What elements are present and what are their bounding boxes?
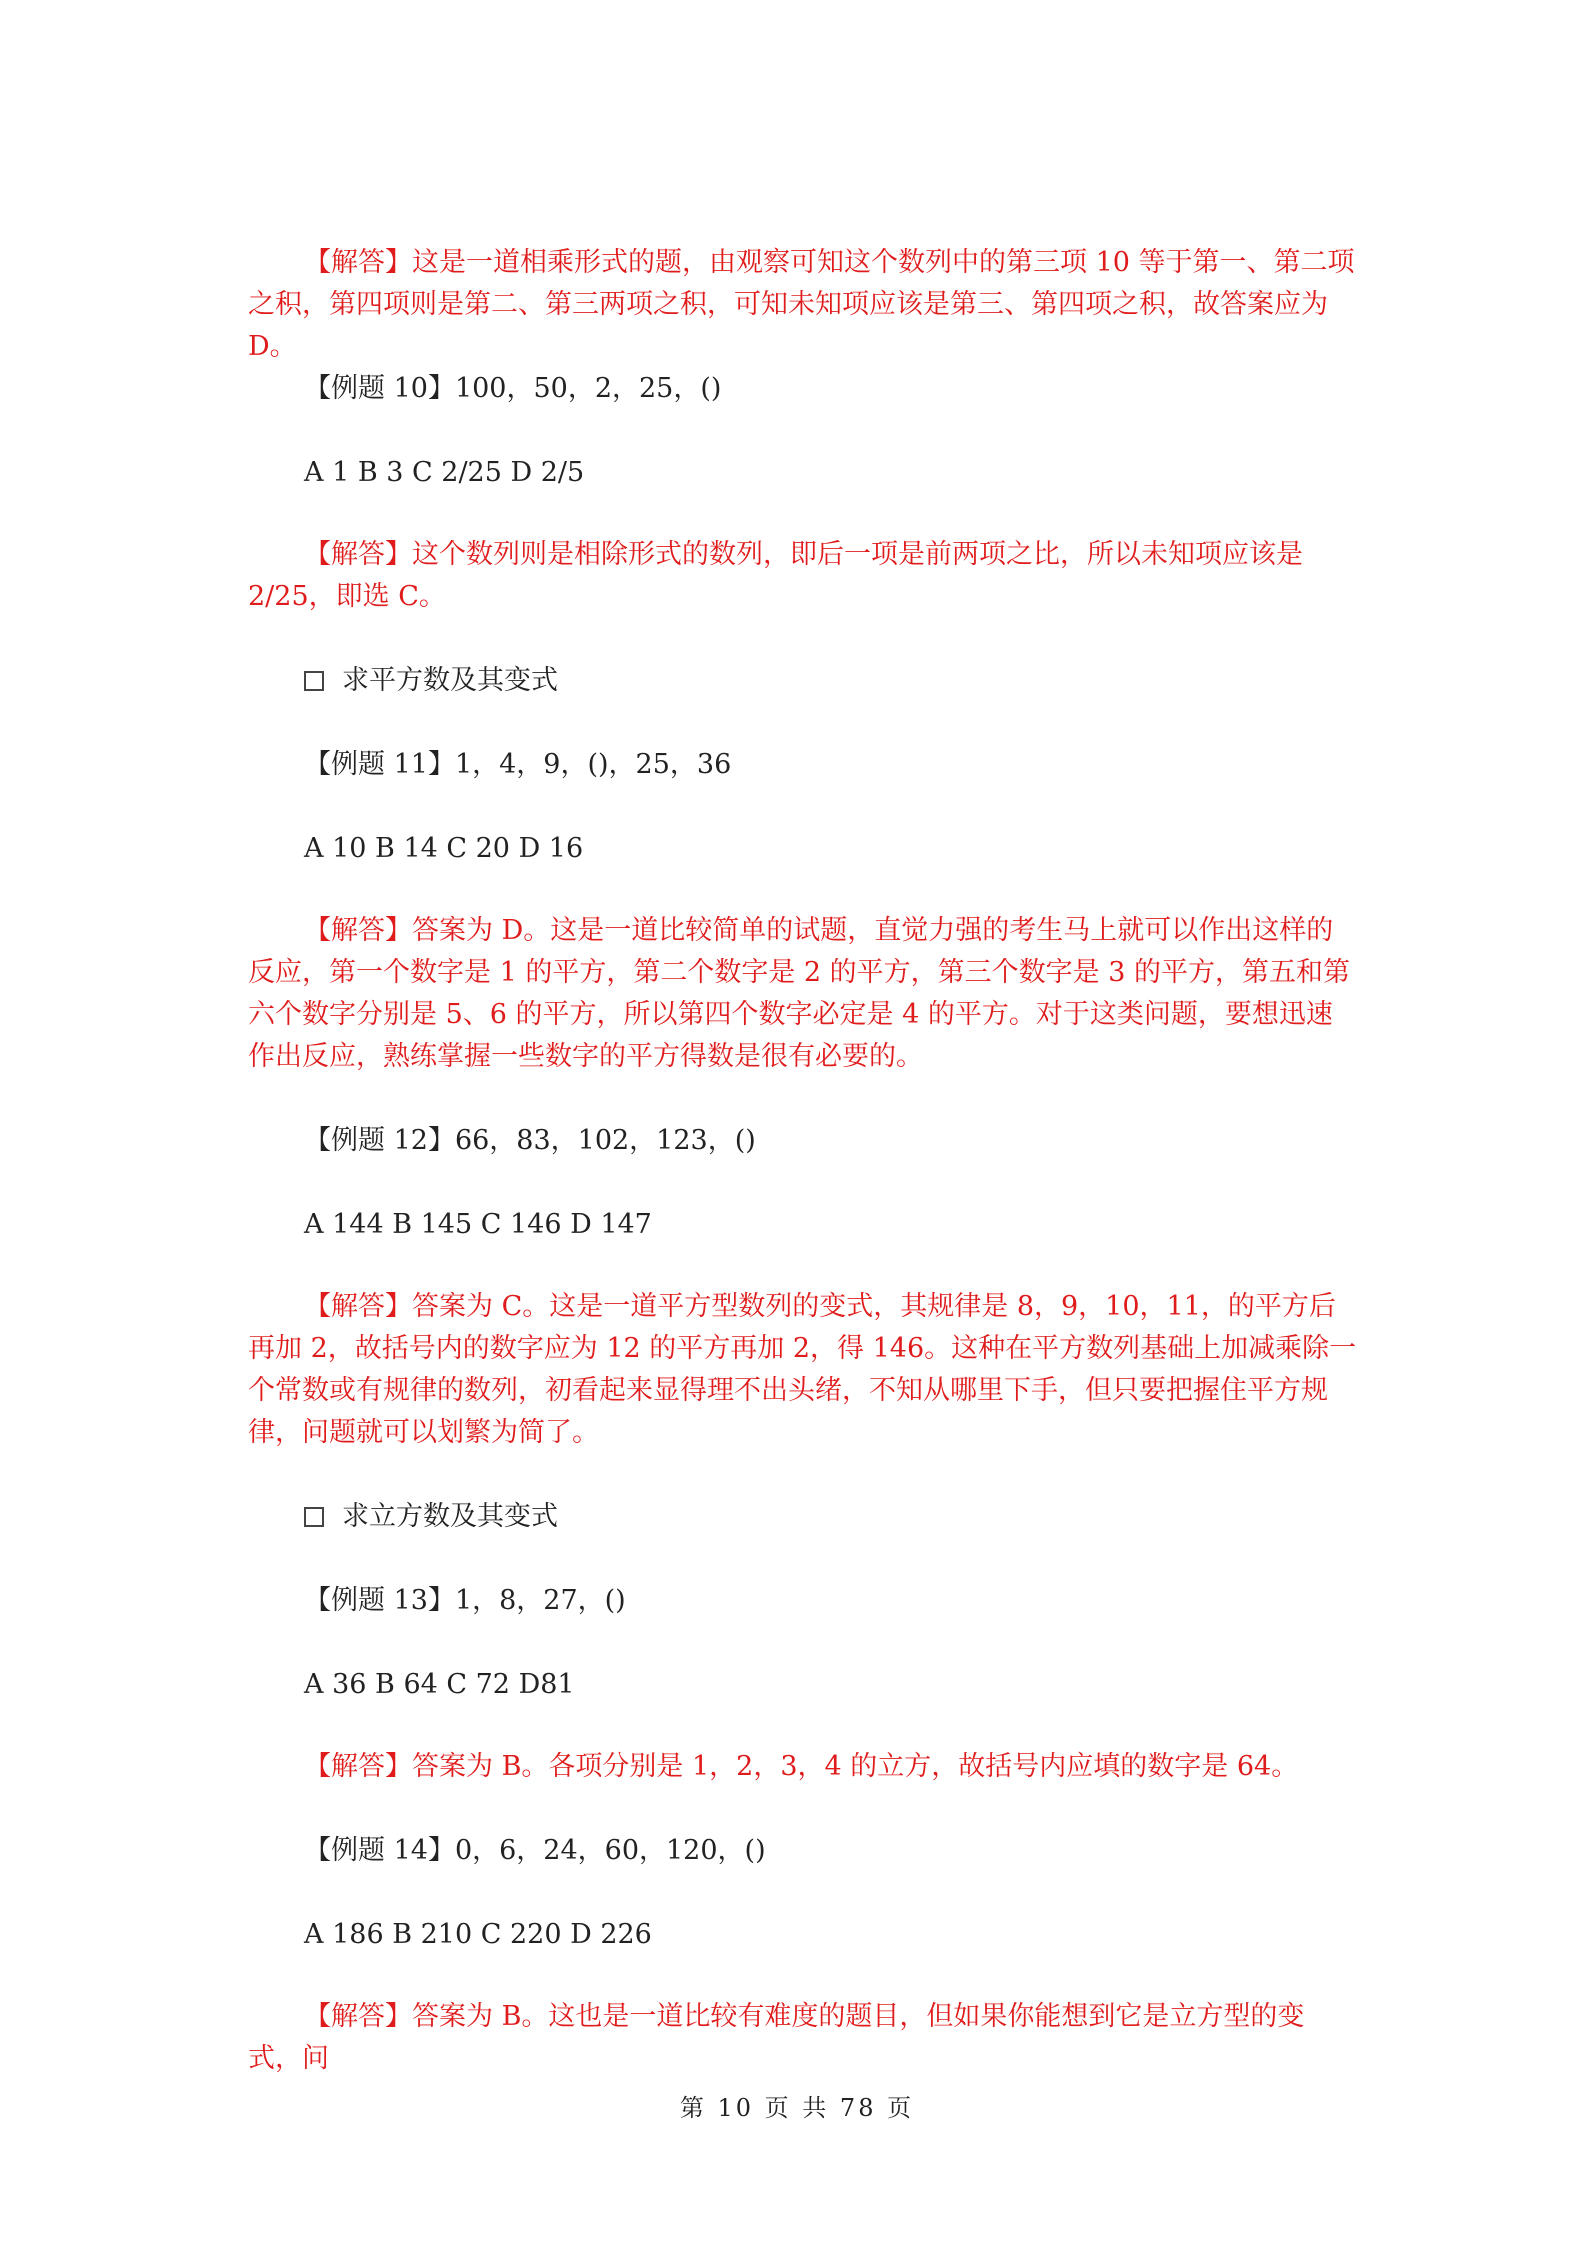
section-heading [248, 1496, 1358, 1538]
answer-paragraph: 【解答】这是一道相乘形式的题，由观察可知这个数列中的第三项 10 等于第一、第二项之积，第四项则是第二、第三两项之积，可知未知项应该是第三、第四项之积，故答案应为 D。 [248, 247, 1355, 362]
section-heading [248, 660, 1358, 702]
options-line: A 186 B 210 C 220 D 226 [304, 1919, 652, 1950]
section-heading-text: 求立方数及其变式 [342, 1501, 558, 1532]
question-line: 【例题 11】1，4，9，()，25，36 [304, 749, 732, 780]
section-heading-text: 求平方数及其变式 [342, 665, 558, 696]
checkbox-icon [304, 671, 324, 691]
options-line: A 144 B 145 C 146 D 147 [304, 1209, 652, 1240]
options-line: A 10 B 14 C 20 D 16 [304, 833, 584, 864]
answer-paragraph: 【解答】答案为 C。这是一道平方型数列的变式，其规律是 8，9，10，11，的平方后再加 2，故括号内的数字应为 12 的平方再加 2，得 146。这种在平方数列基础上加减乘除一个常数或有规律的数列，初看起来显得理不出头绪，不知从哪里下手，但只要把握住平方规律，问题就可以划繁为简了。 [248, 1291, 1357, 1448]
options-line: A 1 B 3 C 2/25 D 2/5 [304, 457, 585, 488]
page-footer: 第 10 页 共 78 页 [679, 2094, 915, 2122]
answer-paragraph: 【解答】答案为 D。这是一道比较简单的试题，直觉力强的考生马上就可以作出这样的反应，第一个数字是 1 的平方，第二个数字是 2 的平方，第三个数字是 3 的平方，第五和第六个数字分别是 5、6 的平方，所以第四个数字必定是 4 的平方。对于这类问题，要想迅速作出反应，熟练掌握一些数字的平方得数是很有必要的。 [248, 915, 1351, 1072]
checkbox-icon [304, 1507, 324, 1527]
question-line: 【例题 10】100，50，2，25，() [304, 373, 722, 404]
question-line: 【例题 12】66，83，102，123，() [304, 1125, 756, 1156]
answer-paragraph: 【解答】这个数列则是相除形式的数列，即后一项是前两项之比，所以未知项应该是 2/25，即选 C。 [248, 539, 1312, 612]
answer-paragraph: 【解答】答案为 B。各项分别是 1，2，3，4 的立方，故括号内应填的数字是 64。 [304, 1751, 1299, 1782]
answer-paragraph: 【解答】答案为 B。这也是一道比较有难度的题目，但如果你能想到它是立方型的变式，问 [248, 2001, 1305, 2074]
question-line: 【例题 13】1，8，27，() [304, 1585, 626, 1616]
question-line: 【例题 14】0，6，24，60，120，() [304, 1835, 766, 1866]
options-line: A 36 B 64 C 72 D81 [304, 1669, 575, 1700]
